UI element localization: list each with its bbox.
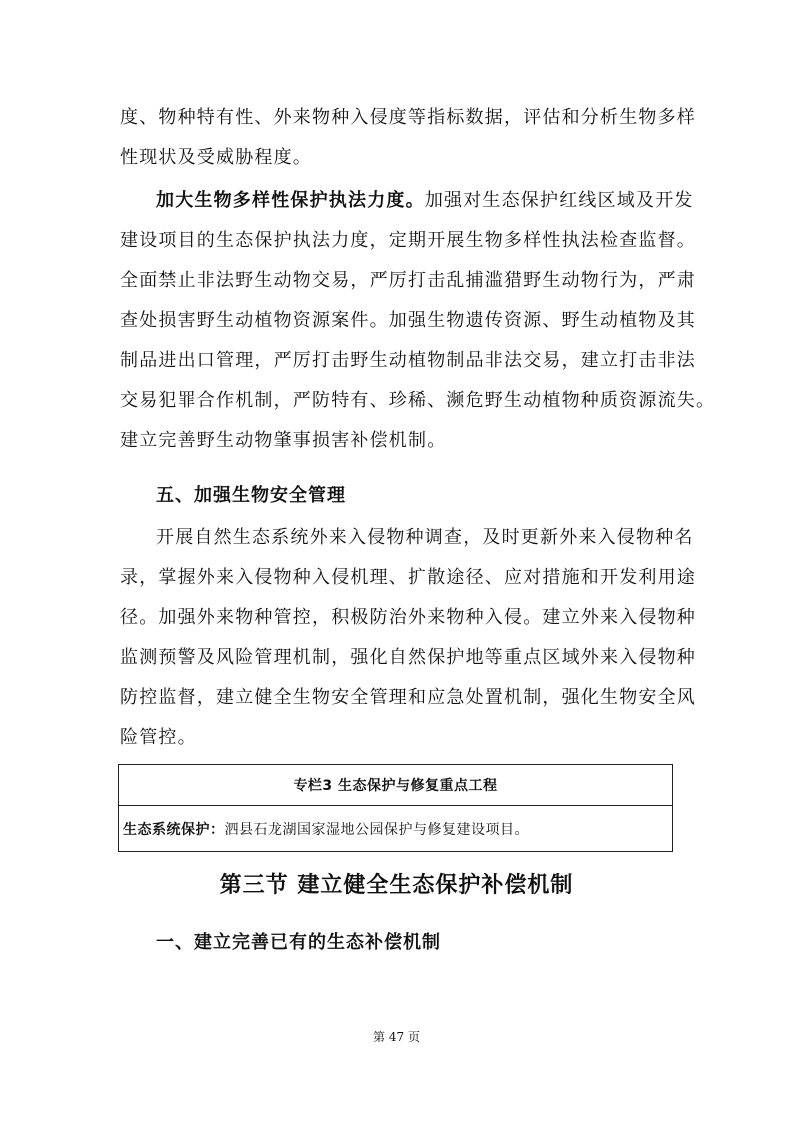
paragraph1-line-2: 性现状及受威胁程度。 <box>120 147 312 168</box>
page-number: 第 47 页 <box>373 1030 420 1044</box>
heading-section-1: 一、建立完善已有的生态补偿机制 <box>156 932 441 953</box>
section-title: 第三节 建立健全生态保护补偿机制 <box>219 873 574 898</box>
feature-box-content-row <box>119 806 672 852</box>
paragraph3-line-5: 防控监督，建立健全生物安全管理和应急处置机制，强化生物安全风 <box>120 687 696 708</box>
paragraph2-line-4: 查处损害野生动植物资源案件。加强生物遗传资源、野生动植物及其 <box>120 310 696 331</box>
paragraph3-line-1: 开展自然生态系统外来入侵物种调查，及时更新外来入侵物种名 <box>156 527 694 548</box>
feature-box-content: 泗县石龙湖国家湿地公园保护与修复建设项目。 <box>224 822 529 838</box>
feature-box <box>118 764 673 852</box>
paragraph1-line-1: 度、物种特有性、外来物种入侵度等指标数据，评估和分析生物多样 <box>120 107 696 128</box>
paragraph2-line-2: 建设项目的生态保护执法力度，定期开展生物多样性执法检查监督。 <box>120 230 696 251</box>
heading-section-5: 五、加强生物安全管理 <box>156 485 346 506</box>
paragraph3-line-6: 险管控。 <box>120 727 197 748</box>
paragraph3-line-3: 径。加强外来物种管控，积极防治外来物种入侵。建立外来入侵物种 <box>120 607 696 628</box>
paragraph2-bold-lead: 加大生物多样性保护执法力度。 <box>156 190 425 211</box>
paragraph3-line-4: 监测预警及风险管理机制，强化自然保护地等重点区域外来入侵物种 <box>120 647 696 668</box>
paragraph3-line-2: 录，掌握外来入侵物种入侵机理、扩散途径、应对措施和开发利用途 <box>120 567 696 588</box>
paragraph2-line-5: 制品进出口管理，严厉打击野生动植物制品非法交易，建立打击非法 <box>120 350 696 371</box>
paragraph2-line-1 <box>156 183 694 219</box>
paragraph2-line-6: 交易犯罪合作机制，严防特有、珍稀、濒危野生动植物种质资源流失。 <box>120 390 716 411</box>
paragraph2-line-3: 全面禁止非法野生动物交易，严厉打击乱捕滥猎野生动物行为，严肃 <box>120 270 696 291</box>
feature-box-title: 专栏3 生态保护与修复重点工程 <box>119 765 672 806</box>
feature-box-label: 生态系统保护： <box>123 822 225 838</box>
paragraph2-line-1-rest: 加强对生态保护红线区域及开发 <box>424 190 694 211</box>
paragraph2-line-7: 建立完善野生动物肇事损害补偿机制。 <box>120 430 447 451</box>
